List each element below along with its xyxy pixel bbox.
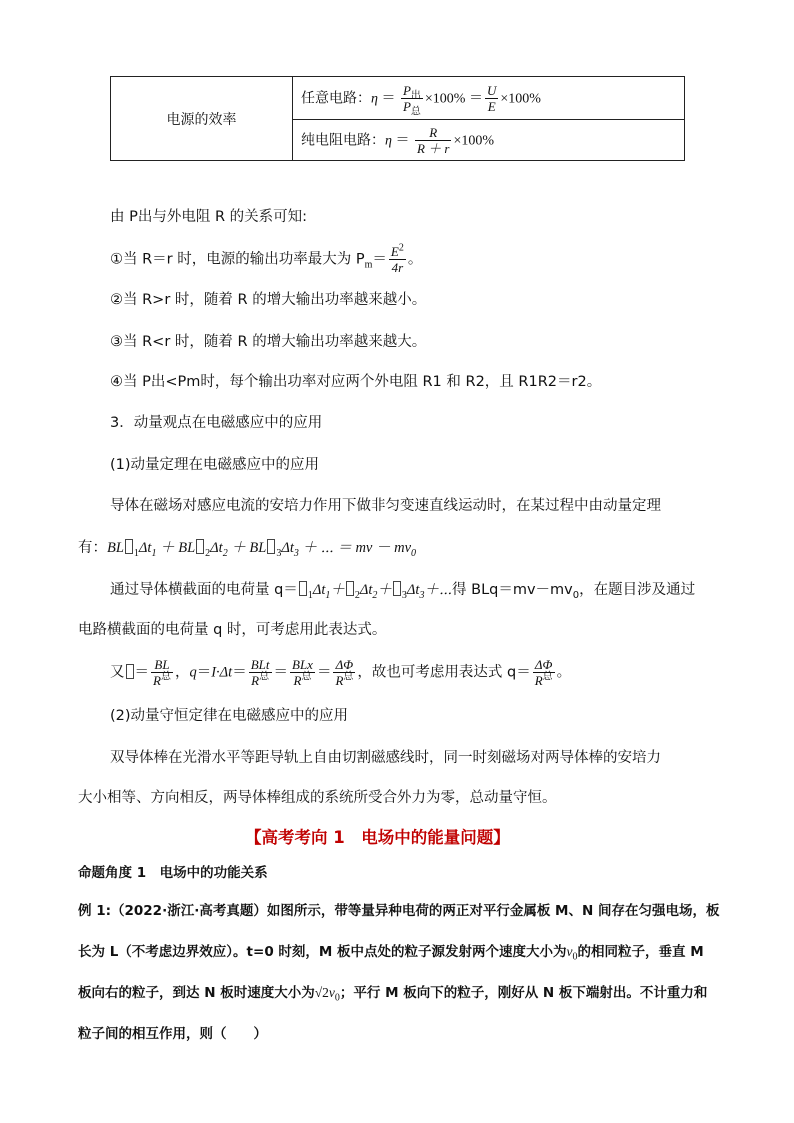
i-frac: $\frac{BL}{R^总}$ <box>153 657 171 688</box>
angle-title: 命题角度 1 电场中的功能关系 <box>78 865 268 881</box>
row2-prefix: 纯电阻电路： <box>301 132 385 148</box>
paragraph-charge-usage: 电路横截面的电荷量 q 时，可考虑用此表达式。 <box>78 622 387 638</box>
paragraph-case-2: ②当 R>r 时，随着 R 的增大输出功率越来越小。 <box>110 292 427 308</box>
table-row-pure-resistor: 纯电阻电路：η ＝ $\frac{R}{R + r}$ ×100% <box>293 120 685 161</box>
q-frac-4: $\frac{\Delta\Phi}{R^总}$ <box>534 657 553 688</box>
q-frac-3: $\frac{\Delta\Phi}{R^总}$ <box>335 657 354 688</box>
q-frac-2: $\frac{\text{BLx}}{R^总}$ <box>292 657 313 688</box>
subsection-title-2: (2)动量守恒定律在电磁感应中的应用 <box>110 708 349 724</box>
table-label: 电源的效率 <box>111 77 293 161</box>
paragraph-alt-expression: 又 ＝ $\frac{BL}{R^总}$ ，q＝I·Δt＝ $\frac{\text{BLt}}{R^总}$ ＝ $\frac{\text{BLx}}{R^总}$ ＝ $\frac{\Delta\Phi}{R^总}$ ，故也可考虑用表达式 q＝ $\frac{\Delta\Phi}{R^总}$ 。 <box>110 657 572 688</box>
paragraph-dual-rod: 双导体棒在光滑水平等距导轨上自由切割磁感线时，同一时刻磁场对两导体棒的安培力 <box>110 750 661 766</box>
alt-suffix: 。 <box>556 664 572 681</box>
formula-frac: $\frac{U}{E}$ <box>486 82 497 114</box>
charge-suffix: ，在题目涉及通过 <box>579 582 696 598</box>
equation-prefix: 有： <box>78 540 107 556</box>
q-frac-1: $\frac{\text{BLt}}{R^总}$ <box>250 657 270 688</box>
case-1-text: ①当 R＝r 时，电源的输出功率最大为 P <box>110 251 365 268</box>
paragraph-case-3: ③当 R<r 时，随着 R 的增大输出功率越来越大。 <box>110 334 427 350</box>
example-line-2b: 的相同粒子，垂直 M <box>577 944 704 960</box>
charge-prefix: 通过导体横截面的电荷量 q＝ <box>110 582 298 598</box>
table-row-any-circuit: 任意电路：η ＝ $\frac{P_出}{P_总}$ ×100% ＝ $\frac{U}{E}$ ×100% <box>293 77 685 120</box>
example-line-1: 例 1:（2022·浙江·高考真题）如图所示，带等量异种电荷的两正对平行金属板 M、N 间存在匀强电场，板 <box>78 903 720 919</box>
paragraph-charge: 通过导体横截面的电荷量 $q= _1\Delta t_1+ _2\Delta t_2+$ $_3\Delta t_3+\cdots$得 $BLq=mv-mv_0$，在题目涉及通过 <box>110 582 696 601</box>
pm-frac: $\frac{E^2}{4r}$ <box>390 242 404 275</box>
example-line-2: 长为 L（不考虑边界效应）。t=0 时刻，M 板中点处的粒子源发射两个速度大小为$v_0$的相同粒子，垂直 M <box>78 944 704 963</box>
example-line-3: 板向右的粒子，到达 N 板时速度大小为$√2v_0$；平行 M 板向下的粒子，刚好从 N 板下端射出。不计重力和 <box>78 985 708 1004</box>
charge-mid: 得 BLq＝mv－mv <box>452 582 573 598</box>
section-title-3: 3．动量观点在电磁感应中的应用 <box>110 415 323 431</box>
formula-frac: $\frac{R}{R + r}$ <box>416 124 450 156</box>
example-line-3a: 板向右的粒子，到达 N 板时速度大小为 <box>78 985 315 1001</box>
paragraph-case-1: ①当 R＝r 时，电源的输出功率最大为 $P_m=$ $\frac{E^2}{4r}$ 。 <box>110 242 423 275</box>
section-heading: 【高考考向 1 电场中的能量问题】 <box>245 828 510 847</box>
case-1-end: 。 <box>407 251 423 268</box>
subsection-title-1: (1)动量定理在电磁感应中的应用 <box>110 457 320 473</box>
alt-prefix: 又 <box>110 664 125 681</box>
paragraph-relation: 由 P出与外电阻 R 的关系可知: <box>110 209 308 225</box>
formula-frac: $\frac{P_出}{P_总}$ <box>402 82 421 118</box>
alt-mid: ，故也可考虑用表达式 q＝ <box>357 664 531 681</box>
paragraph-dual-rod-cont: 大小相等、方向相反，两导体棒组成的系统所受合外力为零，总动量守恒。 <box>78 790 557 806</box>
paragraph-momentum-equation: 有：BL $_1\Delta t_1$ ＋ BL $_2\Delta t_2$ ＋ BL $_3\Delta t_3$ ＋ ⋯ ＝ mv － $mv_0$ <box>78 540 417 559</box>
efficiency-table <box>110 76 685 161</box>
paragraph-case-4: ④当 P出<Pm时，每个输出功率对应两个外电阻 R1 和 R2，且 R1R2＝r2。 <box>110 374 602 390</box>
example-line-2a: 长为 L（不考虑边界效应）。t=0 时刻，M 板中点处的粒子源发射两个速度大小为 <box>78 944 567 960</box>
example-line-4: 粒子间的相互作用，则（ ） <box>78 1026 267 1042</box>
row1-prefix: 任意电路： <box>301 90 371 106</box>
paragraph-momentum-theorem: 导体在磁场对感应电流的安培力作用下做非匀变速直线运动时，在某过程中由动量定理 <box>110 498 661 514</box>
example-line-3b: ；平行 M 板向下的粒子，刚好从 N 板下端射出。不计重力和 <box>339 985 708 1001</box>
